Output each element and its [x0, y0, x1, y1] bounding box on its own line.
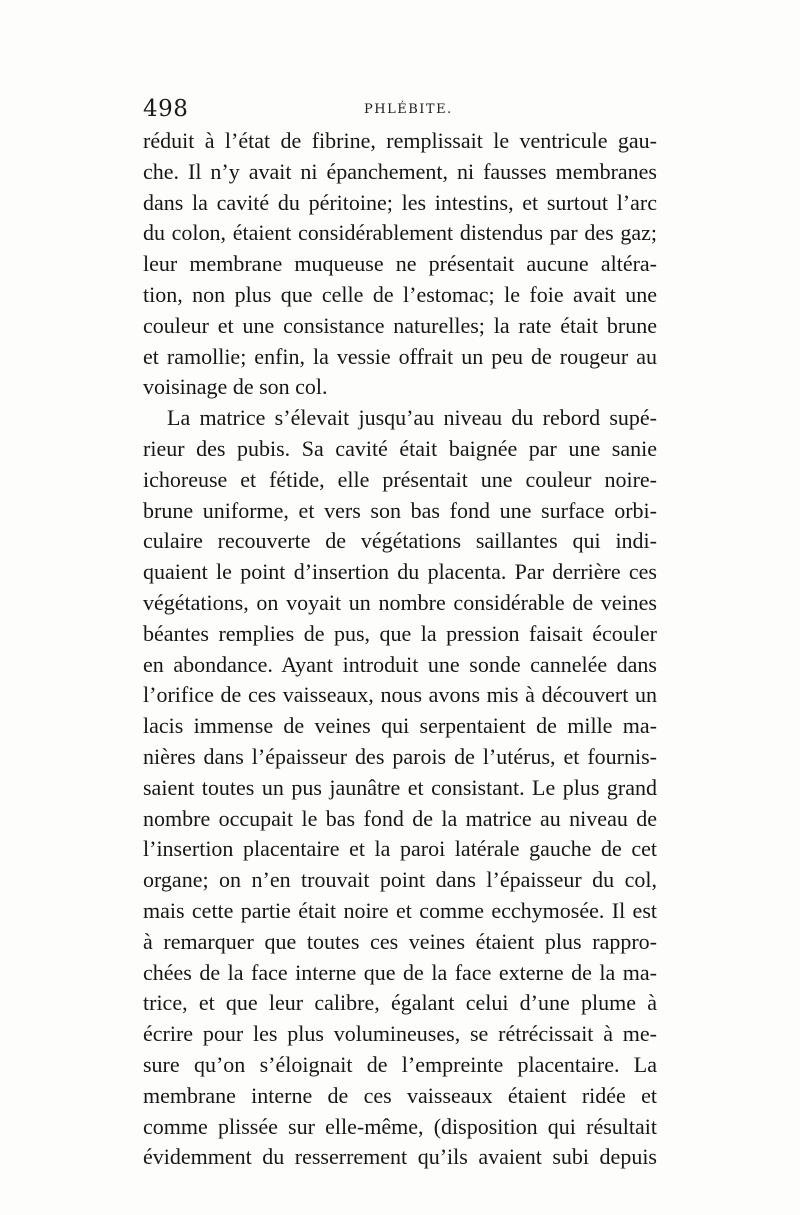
text-line: dans la cavité du péritoine; les intestins, et surtout l’arc	[143, 189, 657, 215]
page-number: 498	[143, 96, 189, 122]
running-head: PHLÉBITE.	[364, 102, 453, 117]
text-line: che. Il n’y avait ni épanchement, ni fausses membranes	[143, 158, 657, 184]
text-line: mais cette partie était noire et comme ecchymosée. Il est	[143, 897, 657, 923]
text-line: du colon, étaient considérablement distendus par des gaz;	[143, 220, 657, 246]
text-line: réduit à l’état de fibrine, remplissait le ventricule gau-	[143, 128, 657, 153]
text-line: ichoreuse et fétide, elle présentait une couleur noire-	[143, 466, 657, 492]
text-line: voisinage de son col.	[143, 374, 328, 400]
text-line: chées de la face interne que de la face externe de la ma-	[143, 959, 657, 985]
text-line: lacis immense de veines qui serpentaient de mille ma-	[143, 713, 657, 739]
page-header	[143, 96, 655, 126]
text-line: membrane interne de ces vaisseaux étaient ridée et	[143, 1082, 657, 1108]
text-line: organe; on n’en trouvait point dans l’épaisseur du col,	[143, 867, 657, 893]
text-line: l’insertion placentaire et la paroi latérale gauche de cet	[143, 836, 657, 862]
text-line: trice, et que leur calibre, égalant celui d’une plume à	[143, 990, 657, 1016]
text-line: végétations, on voyait un nombre considérable de veines	[143, 589, 657, 615]
text-line: comme plissée sur elle-même, (disposition qui résultait	[143, 1113, 657, 1139]
text-line: brune uniforme, et vers son bas fond une surface orbi-	[143, 497, 657, 523]
text-line: culaire recouverte de végétations saillantes qui indi-	[143, 528, 657, 554]
text-line: et ramollie; enfin, la vessie offrait un peu de rougeur au	[143, 343, 657, 369]
body-text	[143, 126, 657, 1173]
text-line: tion, non plus que celle de l’estomac; le foie avait une	[143, 281, 657, 307]
text-line: La matrice s’élevait jusqu’au niveau du rebord supé-	[167, 405, 657, 431]
text-line: sure qu’on s’éloignait de l’empreinte placentaire. La	[143, 1051, 657, 1077]
text-line: quaient le point d’insertion du placenta. Par derrière ces	[143, 559, 657, 585]
text-line: saient toutes un pus jaunâtre et consistant. Le plus grand	[143, 774, 657, 800]
text-line: nières dans l’épaisseur des parois de l’utérus, et fournis-	[143, 743, 657, 769]
text-line: béantes remplies de pus, que la pression faisait écouler	[143, 620, 657, 646]
text-line: l’orifice de ces vaisseaux, nous avons mis à découvert un	[143, 682, 657, 708]
text-line: couleur et une consistance naturelles; la rate était brune	[143, 312, 657, 338]
text-line: à remarquer que toutes ces veines étaient plus rappro-	[143, 928, 657, 954]
text-line: évidemment du resserrement qu’ils avaient subi depuis	[143, 1144, 657, 1170]
text-line: rieur des pubis. Sa cavité était baignée par une sanie	[143, 435, 657, 461]
text-line: leur membrane muqueuse ne présentait aucune altéra-	[143, 251, 657, 277]
text-line: en abondance. Ayant introduit une sonde cannelée dans	[143, 651, 657, 677]
text-line: nombre occupait le bas fond de la matrice au niveau de	[143, 805, 657, 831]
text-line: écrire pour les plus volumineuses, se rétrécissait à me-	[143, 1021, 657, 1047]
